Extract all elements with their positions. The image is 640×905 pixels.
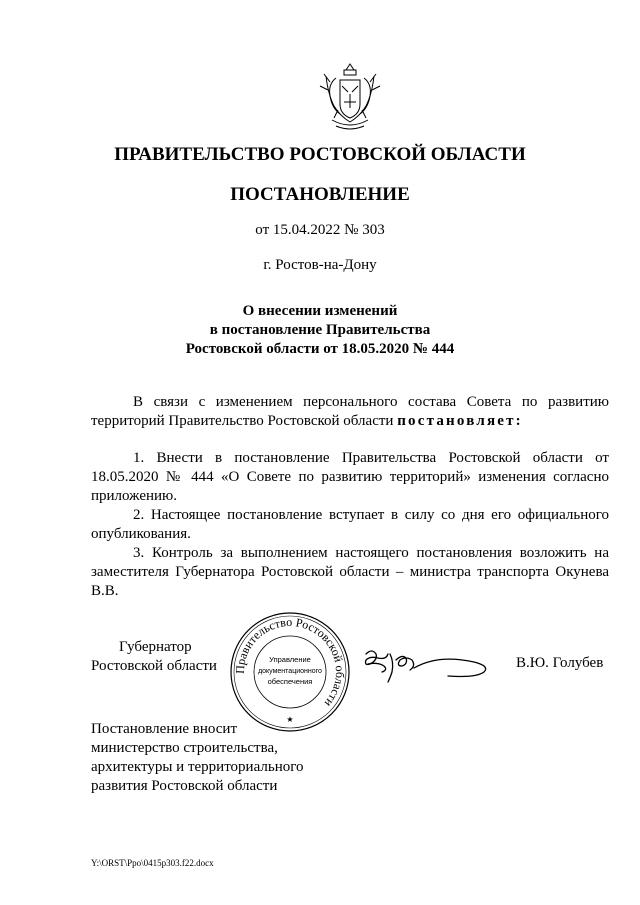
stamp-inner-line: документационного xyxy=(258,668,322,675)
coat-of-arms-icon xyxy=(318,60,382,132)
submitter-line: министерство строительства, xyxy=(91,740,278,756)
decree-item: 3. Контроль за выполнением настоящего постановления возложить на заместителя Губернатора Ростовской области – министра транспорта Окунева В.В. xyxy=(91,545,609,599)
signatory-title-line: Ростовской области xyxy=(91,658,217,674)
subject-line: О внесении изменений xyxy=(242,303,398,319)
signatory-title xyxy=(91,638,217,676)
document-type: ПОСТАНОВЛЕНИЕ xyxy=(230,184,410,205)
file-path: Y:\ORST\Ppo\0415p303.f22.docx xyxy=(91,858,214,868)
decree-items xyxy=(91,449,609,601)
submitter-block xyxy=(91,720,304,796)
handwritten-signature xyxy=(362,642,492,688)
submitter-line: архитектуры и территориального xyxy=(91,759,304,775)
preamble-text: В связи с изменением персонального состава Совета по развитию территорий Правительство Ростовской области xyxy=(91,394,609,429)
organization-title: ПРАВИТЕЛЬСТВО РОСТОВСКОЙ ОБЛАСТИ xyxy=(114,144,526,165)
decree-item: 1. Внести в постановление Правительства Ростовской области от 18.05.2020 № 444 «О Совете по развитию территорий» изменения согласно приложению. xyxy=(91,450,609,504)
subject-line: в постановление Правительства xyxy=(209,322,431,338)
signatory-title-line: Губернатор xyxy=(119,639,192,655)
signatory-name: В.Ю. Голубев xyxy=(516,655,604,671)
preamble-paragraph xyxy=(91,393,609,431)
document-city: г. Ростов-на-Дону xyxy=(263,257,377,273)
stamp-inner-line: обеспечения xyxy=(267,677,313,686)
submitter-line: Постановление вносит xyxy=(91,721,238,737)
stamp-star-icon: ★ xyxy=(286,715,294,724)
decree-item: 2. Настоящее постановление вступает в силу со дня его официального опубликования. xyxy=(91,507,609,542)
decree-word: постановляет: xyxy=(397,413,523,429)
document-subject xyxy=(0,302,640,359)
stamp-ring-text: Правительство Ростовской области xyxy=(232,614,348,710)
subject-line: Ростовской области от 18.05.2020 № 444 xyxy=(185,341,455,357)
stamp-inner-line: Управление xyxy=(269,655,311,664)
document-date-number: от 15.04.2022 № 303 xyxy=(255,222,385,238)
official-stamp xyxy=(228,610,352,734)
submitter-line: развития Ростовской области xyxy=(91,778,278,794)
